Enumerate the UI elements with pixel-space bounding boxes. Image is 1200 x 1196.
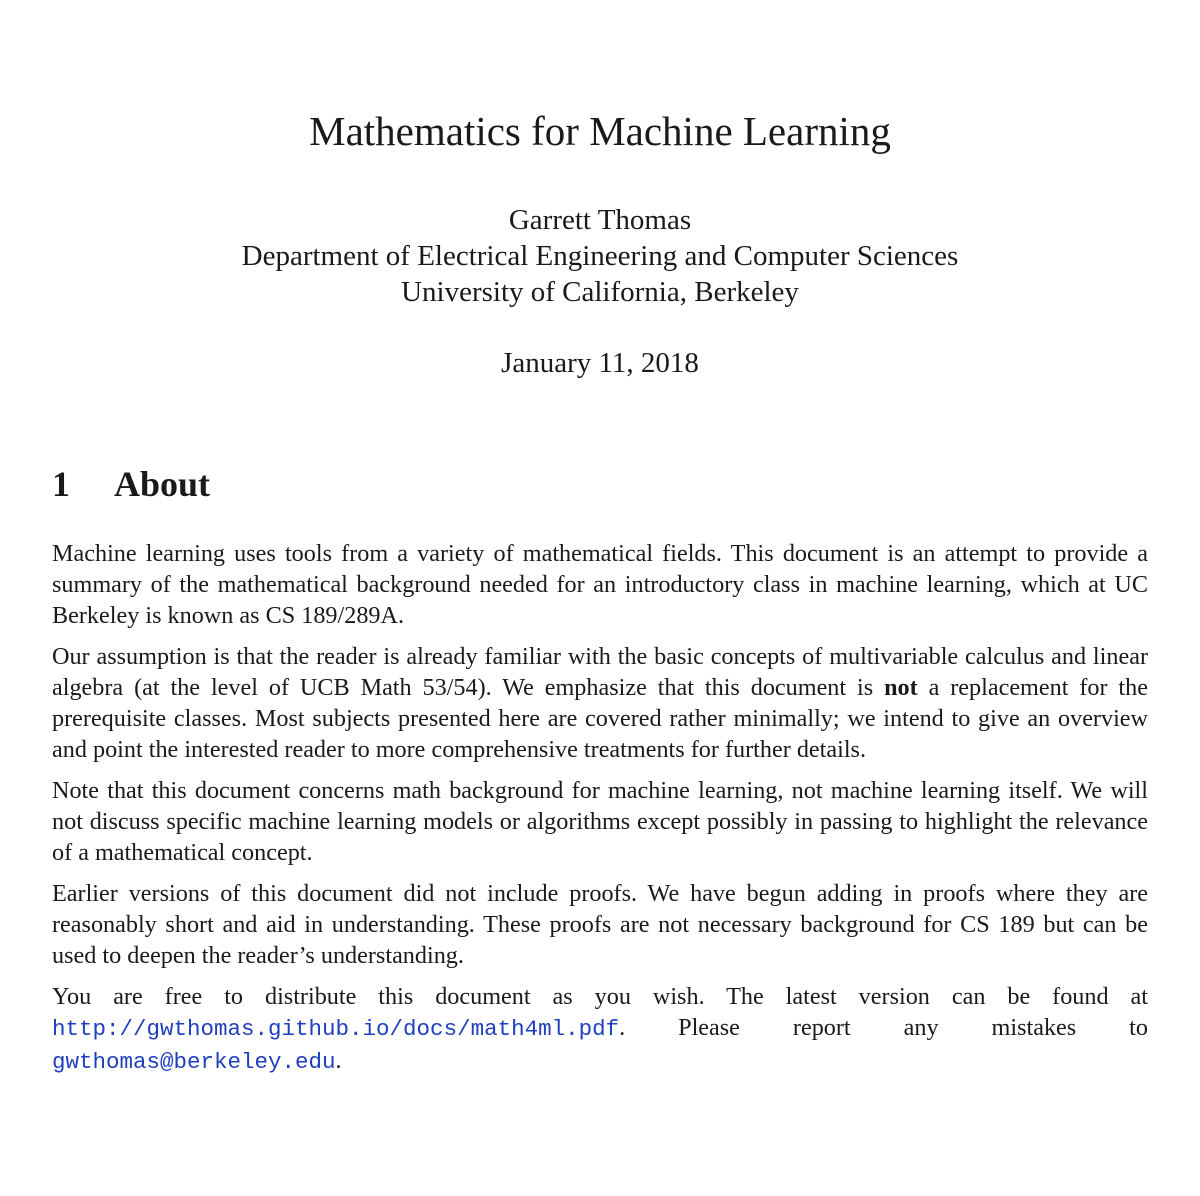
paragraph-5-text-a: You are free to distribute this document as you wish. The latest version can be found at [52,983,1148,1010]
paragraph-5 [52,981,1148,1078]
paragraph-5-text-b: . Please report any mistakes to [619,1014,1148,1041]
email-link[interactable]: gwthomas@berkeley.edu [52,1049,336,1075]
section-body [52,538,1148,1088]
document-title: Mathematics for Machine Learning [309,108,891,154]
section-heading [52,460,210,508]
paragraph-2 [52,641,1148,765]
section-title: About [114,464,211,504]
document-date: January 11, 2018 [501,347,699,379]
paragraph-4: Earlier versions of this document did not include proofs. We have begun adding in proofs where they are reasonably short and aid in understanding. These proofs are not necessary background for CS 189 but can be used to deepen the reader’s understanding. [52,880,1148,969]
emphasis-not: not [884,674,918,701]
paragraph-2-text-a: Our assumption is that the reader is already familiar with the basic concepts of multivariable calculus and linear algebra (at the level of UCB Math 53/54). We emphasize that this document is [52,643,1148,701]
author-block [0,202,1200,310]
paragraph-5-text-c: . [335,1047,342,1074]
paragraph-1: Machine learning uses tools from a variety of mathematical fields. This document is an attempt to provide a summary of the mathematical background needed for an introductory class in machine learning, which at UC Berkeley is known as CS 189/289A. [52,540,1148,629]
document-url-link[interactable]: http://gwthomas.github.io/docs/math4ml.pdf [52,1016,620,1042]
author-department: Department of Electrical Engineering and Computer Sciences [241,240,959,272]
author-name: Garrett Thomas [508,204,692,236]
section-number: 1 [52,464,70,504]
paragraph-3: Note that this document concerns math background for machine learning, not machine learning itself. We will not discuss specific machine learning models or algorithms except possibly in passing to highlight the relevance of a mathematical concept. [52,777,1148,866]
paragraph-2-text-b: a replacement for the prerequisite classes. Most subjects presented here are covered rather minimally; we intend to give an overview and point the interested reader to more comprehensive treatments for further details. [52,674,1148,763]
author-university: University of California, Berkeley [401,276,799,308]
